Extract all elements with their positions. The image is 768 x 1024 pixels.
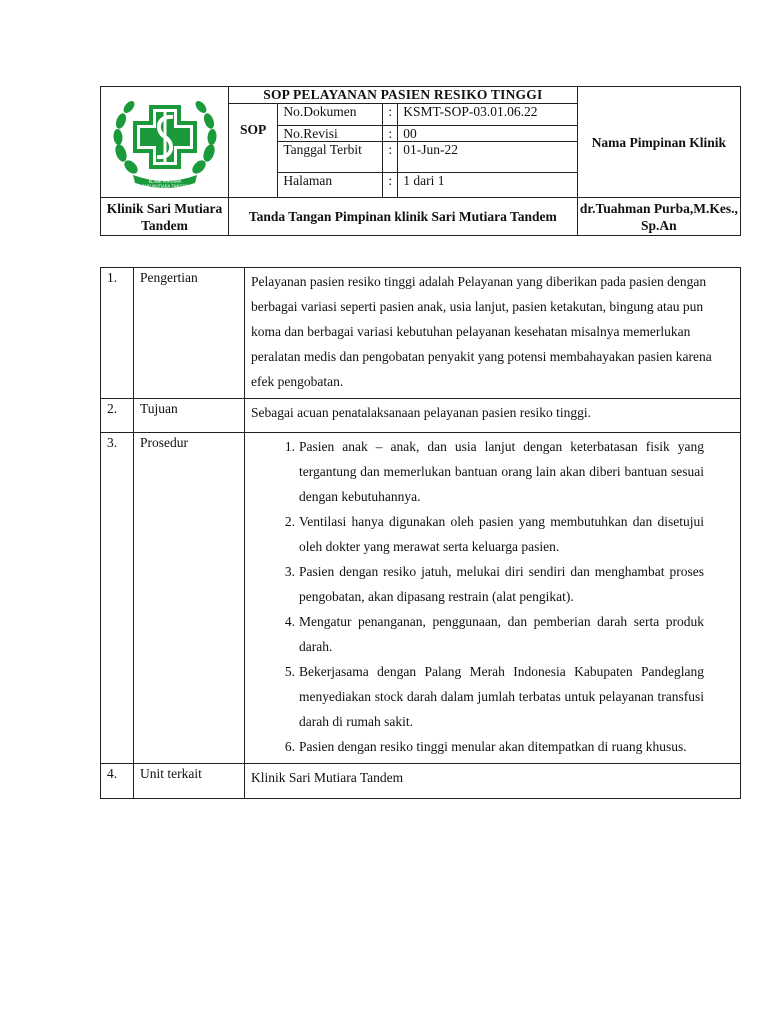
section-text	[245, 399, 741, 433]
list-item-text: Ventilasi hanya digunakan oleh pasien yang membutuhkan dan disetujui oleh dokter yang merawat serta keluarga pasien.	[299, 514, 704, 554]
sop-label: SOP	[229, 104, 278, 198]
section-number: 2.	[101, 399, 134, 433]
colon: :	[383, 173, 398, 198]
section-label: Prosedur	[134, 433, 245, 764]
no-dokumen-label: No.Dokumen	[278, 104, 383, 126]
list-item	[251, 509, 734, 559]
list-item-text: Pasien anak – anak, dan usia lanjut dengan keterbatasan fisik yang tergantung dan memerlukan bantuan orang lain akan diberi bantuan sesuai dengan kebutuhannya.	[299, 439, 704, 504]
section-row-pengertian	[101, 268, 741, 399]
sop-content-table	[100, 267, 741, 799]
pengertian-text: Pelayanan pasien resiko tinggi adalah Pelayanan yang diberikan pada pasien dengan berbagai variasi seperti pasien anak, usia lanjut, pasien ketakutan, bingung atau pun koma dan berbagai variasi kebutuhan pelayanan kesehatan misalnya memerlukan peralatan medis dan pengobatan penyakit yang potensi membahayakan pasien karena efek pengobatan.	[251, 274, 712, 389]
no-revisi-value: 00	[398, 126, 577, 142]
prosedur-list	[251, 434, 734, 759]
document-title: SOP PELAYANAN PASIEN RESIKO TINGGI	[229, 87, 578, 104]
halaman-value: 1 dari 1	[398, 173, 577, 198]
list-number: 5.	[284, 664, 295, 679]
section-list	[245, 433, 741, 764]
colon: :	[383, 142, 398, 173]
unit-terkait-text: Klinik Sari Mutiara Tandem	[251, 770, 404, 785]
list-item-text: Bekerjasama dengan Palang Merah Indonesia Kabupaten Pandeglang menyediakan stock darah dalam jumlah terbatas untuk pelayanan transfusi darah di rumah sakit.	[299, 664, 704, 729]
footer-tanda-tangan: Tanda Tangan Pimpinan klinik Sari Mutiara Tandem	[229, 198, 578, 236]
list-item	[251, 659, 734, 734]
section-text	[245, 764, 741, 799]
section-number: 4.	[101, 764, 134, 799]
section-number: 3.	[101, 433, 134, 764]
section-number: 1.	[101, 268, 134, 399]
list-item	[251, 559, 734, 609]
list-item-text: Pasien dengan resiko jatuh, melukai diri sendiri dan menghambat proses pengobatan, akan dipasang restrain (alat pengikat).	[299, 564, 704, 604]
no-revisi-label: No.Revisi	[278, 126, 383, 142]
list-number: 2.	[284, 514, 295, 529]
clinic-logo-cross-icon	[109, 91, 221, 189]
tujuan-text: Sebagai acuan penatalaksanaan pelayanan pasien resiko tinggi.	[251, 405, 591, 420]
logo-cell	[101, 87, 229, 198]
colon: :	[383, 104, 398, 126]
svg-text:SARI MUTIARA TANDEM: SARI MUTIARA TANDEM	[141, 184, 188, 189]
section-row-tujuan	[101, 399, 741, 433]
tanggal-terbit-value: 01-Jun-22	[398, 142, 577, 173]
list-number: 3.	[284, 564, 295, 579]
section-label: Unit terkait	[134, 764, 245, 799]
list-item	[251, 734, 734, 759]
list-number: 1.	[284, 439, 295, 454]
colon: :	[383, 126, 398, 142]
footer-dokter-name: dr.Tuahman Purba,M.Kes., Sp.An	[577, 198, 740, 236]
tanggal-terbit-label: Tanggal Terbit	[278, 142, 383, 173]
section-row-prosedur	[101, 433, 741, 764]
section-row-unit-terkait	[101, 764, 741, 799]
footer-klinik-name: Klinik Sari Mutiara Tandem	[101, 198, 229, 236]
sop-header-table	[100, 86, 741, 236]
list-item-text: Mengatur penanganan, penggunaan, dan pemberian darah serta produk darah.	[299, 614, 704, 654]
no-dokumen-value: KSMT-SOP-03.01.06.22	[398, 104, 577, 126]
section-label: Tujuan	[134, 399, 245, 433]
section-label: Pengertian	[134, 268, 245, 399]
nama-pimpinan-klinik: Nama Pimpinan Klinik	[577, 87, 740, 198]
list-number: 6.	[284, 739, 295, 754]
list-number: 4.	[284, 614, 295, 629]
list-item	[251, 434, 734, 509]
list-item	[251, 609, 734, 659]
halaman-label: Halaman	[278, 173, 383, 198]
list-item-text: Pasien dengan resiko tinggi menular akan ditempatkan di ruang khusus.	[299, 739, 687, 754]
svg-text:KLINIK PRATAMA: KLINIK PRATAMA	[148, 179, 181, 184]
section-text	[245, 268, 741, 399]
